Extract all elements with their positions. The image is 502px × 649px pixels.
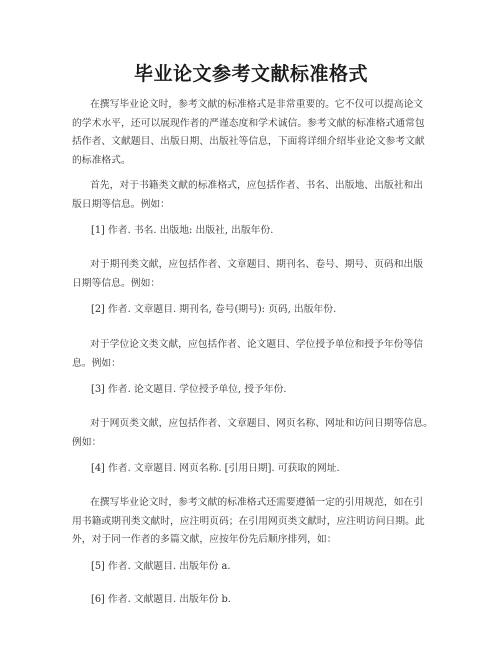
book-format-paragraph (72, 177, 434, 214)
reference-example-1: [1] 作者. 书名. 出版地: 出版社, 出版年份. (91, 225, 274, 236)
thesis-format-paragraph (72, 336, 434, 373)
text-line: 括作者、文献题目、出版日期、出版社等信息，下面将详细介绍毕业论文参考文献 (72, 136, 425, 147)
intro-paragraph (72, 96, 434, 170)
reference-example-3: [3] 作者. 论文题目. 学位授予单位, 授予年份. (91, 384, 287, 395)
text-line: 的学术水平，还可以展现作者的严谨态度和学术诚信。参考文献的标准格式通常包 (72, 117, 425, 129)
text-line: 在撰写毕业论文时，参考文献的标准格式还需要遵循一定的引用规范，如在引 (90, 497, 424, 508)
reference-example-2: [2] 作者. 文章题目. 期刊名, 卷号(期号): 页码, 出版年份. (91, 304, 337, 315)
text-line: 在撰写毕业论文时，参考文献的标准格式是非常重要的。它不仅可以提高论文 (90, 99, 424, 110)
text-line: 对于网页类文献，应包括作者、文章题目、网页名称、网址和访问日期等信息。 (90, 418, 433, 429)
journal-format-paragraph (72, 256, 434, 293)
reference-example-6: [6] 作者. 文献题目. 出版年份 b. (91, 594, 231, 605)
citation-rules-paragraph (72, 494, 434, 550)
text-line: 版日期等信息。例如： (72, 198, 170, 210)
reference-example-4: [4] 作者. 文章题目. 网页名称. [引用日期]. 可获取的网址. (91, 463, 340, 474)
text-line: 日期等信息。例如： (72, 277, 161, 289)
text-line: 的标准格式。 (72, 154, 131, 166)
text-line: 对于期刊类文献，应包括作者、文章题目、期刊名、卷号、期号、页码和出版 (90, 259, 424, 270)
text-line: 用书籍或期刊类文献时，应注明页码；在引用网页类文献时，应注明访问日期。此 (72, 515, 425, 527)
reference-example-5: [5] 作者. 文献题目. 出版年份 a. (91, 561, 231, 572)
text-line: 例如： (72, 436, 102, 448)
text-line: 息。例如： (72, 357, 121, 369)
document-title: 毕业论文参考文献标准格式 (133, 63, 368, 85)
web-format-paragraph (72, 415, 434, 452)
text-line: 外，对于同一作者的多篇文献，应按年份先后顺序排列，如： (72, 534, 337, 545)
text-line: 首先，对于书籍类文献的标准格式，应包括作者、书名、出版地、出版社和出 (90, 180, 424, 191)
text-line: 对于学位论文类文献，应包括作者、论文题目、学位授予单位和授予年份等信 (90, 339, 424, 350)
